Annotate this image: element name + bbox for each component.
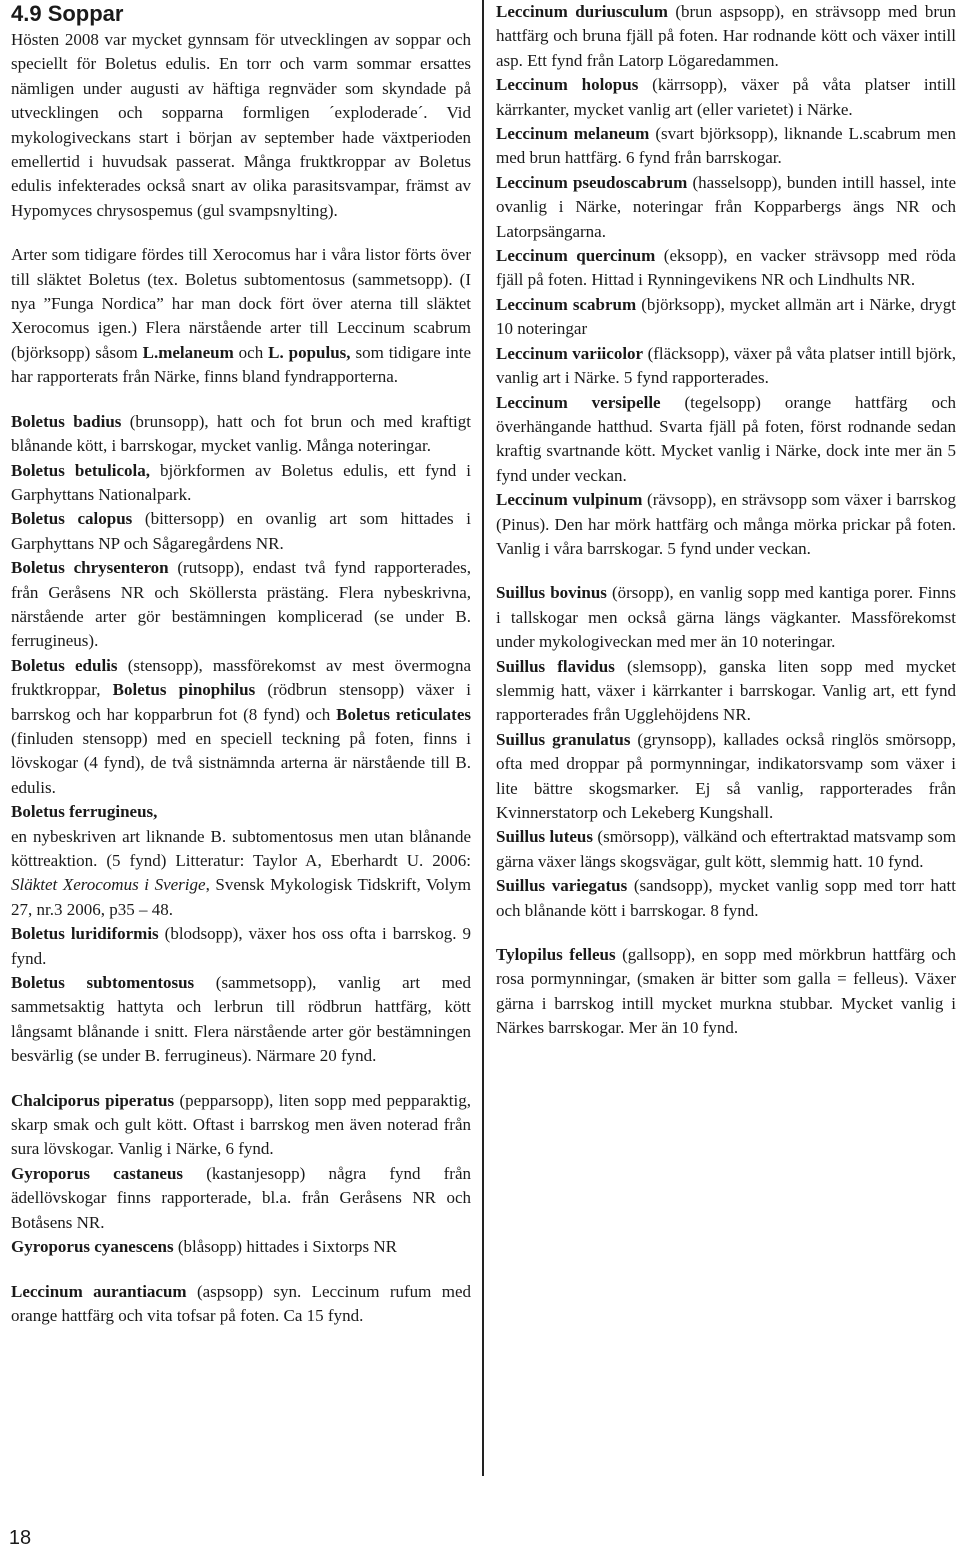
species-name: Suillus granulatus <box>496 729 631 749</box>
species-name: Boletus pinophilus <box>112 680 256 700</box>
species-description: (svart björksopp), liknande L.scabrum men med brun hattfärg. 6 fynd från barrskogar. <box>496 124 956 168</box>
species-name: Suillus bovinus <box>496 583 607 603</box>
species-name: Boletus chrysenteron <box>11 558 169 578</box>
species-name: Leccinum melaneum <box>496 124 650 144</box>
species-description: , Svensk Mykologisk Tidskrift, Volym 27, nr.3 2006, p35 – 48. <box>11 875 471 919</box>
species-description: björkformen av Boletus edulis, ett fynd i Garphyttans Nationalpark. <box>11 460 471 504</box>
species-description: (aspsopp) syn. Leccinum rufum med orange hattfärg och vita tofsar på foten. Ca 15 fynd. <box>11 1281 471 1325</box>
species-description: (brun aspsopp), en strävsopp med brun hattfärg och bruna fjäll på foten. Har rodnande kött och växer intill asp. Ett fynd från Latorp Lögaredammen. <box>496 2 956 70</box>
column-divider <box>482 0 484 1476</box>
species-description: (fläcksopp), växer på våta platser intill björk, vanlig art i Närke. 5 fynd rapporterades. <box>496 343 957 388</box>
species-entry <box>11 556 471 654</box>
species-entry <box>11 922 471 971</box>
species-description: (tegelsopp) orange hattfärg och överhängande hatthud. Svarta fjäll på foten, först rodnande sedan kraftig svartnande kött. Mycket vanlig i Närke, dock inte mer än 5 fynd under veckan. <box>496 392 956 485</box>
species-name: Boletus betulicola, <box>11 460 150 480</box>
species-entry <box>496 488 956 561</box>
species-name: Boletus reticulates <box>336 704 471 724</box>
species-description: (slemsopp), ganska liten sopp med mycket slemmig hatt, växer i kärrkanter i barrskogar. Vanlig art, ett fynd rapporterades från Ugglehöjdens NR. <box>496 656 957 725</box>
species-entry-boletus-ferrugineus <box>11 800 471 922</box>
species-description: (pepparsopp), liten sopp med pepparaktig, skarp smak och gult kött. Oftast i barrskog men även noterad från sura lövskogar. Vanlig i Närke, 6 fynd. <box>11 1090 471 1159</box>
species-entry <box>496 655 956 728</box>
right-column <box>496 0 956 1041</box>
species-description: (sandsopp), mycket vanlig sopp med torr hatt och blånande kött i barrskogar. 8 fynd. <box>496 876 956 920</box>
species-name: Boletus badius <box>11 411 122 431</box>
species-entry <box>11 507 471 556</box>
species-entry <box>496 391 956 489</box>
species-list-boletus-2 <box>11 922 471 1068</box>
intro-text: Arter som tidigare fördes till Xerocomus har i våra listor förts över till släktet Boletus (tex. Boletus subtomentosus (sammetsopp). (I nya ”Funga Nordica” har man dock fört över aterna till släktet Xerocomus igen.) Flera närstående arter till Leccinum scabrum (björksopp) såsom <box>11 245 471 362</box>
species-description: (eksopp), en vacker strävsopp med röda fjäll på foten. Hittad i Rynningevikens NR och Lindhults NR. <box>496 246 956 290</box>
species-entry <box>496 0 956 73</box>
species-description: (smörsopp), välkänd och eftertraktad matsvamp som gärna växer längs skogsvägar, gult kött, slemmig hatt. 10 fynd. <box>496 827 956 871</box>
species-name: Leccinum pseudoscabrum <box>496 172 688 192</box>
species-entry-boletus-edulis <box>11 654 471 800</box>
intro-paragraph-1: Hösten 2008 var mycket gynnsam för utvecklingen av soppar och speciellt för Boletus edulis. En torr och varm sommar ersattes nämligen under augusti av häftiga regnväder som skyndade på utvecklingen och sopparna formligen ´exploderade´. Vid mykologiveckans start i början av september hade växtperioden emellertid i huvudsak passerat. Många fruktkroppar av Boletus edulis infekterades också snart av olika parasitsvampar, främst av Hypomyces chrysospemus (gul svampsnylting). <box>11 30 471 220</box>
species-entry <box>496 943 956 1041</box>
species-description: (stensopp), massförekomst av mest övermogna fruktkroppar, <box>11 655 471 700</box>
species-name: Leccinum aurantiacum <box>11 1281 187 1301</box>
species-description: (rutsopp), endast två fynd rapporterades, från Geråsens NR och Sköllersta prästäng. Flera nybeskrivna, närstående arter gör bestämningen komplicerad (se under B. ferrugineus). <box>11 558 471 651</box>
species-list-tylopilus <box>496 943 956 1041</box>
species-description: (brunsopp), hatt och fot brun och med kraftigt blånande kött, i barrskogar, mycket vanlig. Många noteringar. <box>11 411 471 456</box>
species-name: L. populus, <box>268 342 351 362</box>
species-description: en nybeskriven art liknande B. subtomentosus men utan blånande köttreaktion. (5 fynd) Litteratur: Taylor A, Eberhardt U. 2006: <box>11 826 471 870</box>
species-description: (sammetsopp), vanlig art med sammetsaktig hattyta och lerbrun till rödbrun hattfärg, kött långsamt blånande i snitt. Flera närstående arter gör bestämningen besvärlig (se under B. ferrugineus). Närmare 20 fynd. <box>11 973 471 1066</box>
species-name: Suillus flavidus <box>496 656 615 676</box>
section-title: 4.9 Soppar <box>11 1 124 26</box>
species-name: Gyroporus cyanescens <box>11 1237 174 1257</box>
species-entry <box>11 1235 471 1259</box>
species-name: Leccinum variicolor <box>496 343 644 363</box>
species-entry <box>496 874 956 923</box>
species-name: L.melaneum <box>142 342 234 362</box>
species-name: Leccinum vulpinum <box>496 490 643 510</box>
species-entry <box>496 825 956 874</box>
species-name: Chalciporus piperatus <box>11 1090 175 1110</box>
species-description: (kastanjesopp) några fynd från ädellövskogar finns rapporterade, bl.a. från Geråsens NR och Botåsens NR. <box>11 1163 471 1232</box>
species-description: (bittersopp) en ovanlig art som hittades i Garphyttans NP och Sågaregårdens NR. <box>11 509 471 553</box>
species-description: (rödbrun stensopp) växer i barrskog och har kopparbrun fot (8 fynd) och <box>11 680 471 724</box>
species-description: (blodsopp), växer hos oss ofta i barrskog. 9 fynd. <box>11 924 471 968</box>
species-entry <box>496 73 956 122</box>
species-description: (blåsopp) hittades i Sixtorps NR <box>173 1237 397 1257</box>
species-description: (hasselsopp), bunden intill hassel, inte ovanlig i Närke, noteringar från Kopparbergs ängs NR och Latorpsängarna. <box>496 172 956 241</box>
species-name: Boletus subtomentosus <box>11 973 195 993</box>
intro-text: och <box>233 342 269 362</box>
species-description: (björksopp), mycket allmän art i Närke, drygt 10 noteringar <box>496 294 957 339</box>
species-description: (örsopp), en vanlig sopp med kantiga porer. Finns i tallskogar men också gärna längs vägkanter. Massförekomst under mykologiveckan med mer än 10 noteringar. <box>496 583 957 652</box>
species-name: Leccinum duriusculum <box>496 2 668 21</box>
species-list-suillus <box>496 581 956 923</box>
species-name: Leccinum quercinum <box>496 246 656 266</box>
species-name: Gyroporus castaneus <box>11 1163 184 1183</box>
species-name: Tylopilus felleus <box>496 945 616 965</box>
species-description: (grynsopp), kallades också ringlös smörsopp, ofta med droppar på pormynningar, indikatorsvamp som växer i lite bättre skogsmarker. Ej så vanlig, rapporterades från Kvinnerstatorp och Lekeberg Kungshall. <box>496 729 957 822</box>
species-list-boletus <box>11 410 471 654</box>
species-entry <box>496 342 956 391</box>
species-name: Suillus variegatus <box>496 876 628 896</box>
intro-paragraph-2 <box>11 243 471 389</box>
species-entry <box>11 971 471 1069</box>
species-name: Boletus luridiformis <box>11 924 159 944</box>
literature-title: Släktet Xerocomus i Sverige <box>11 875 206 895</box>
species-name: Boletus ferrugineus, <box>11 802 158 822</box>
species-description: (gallsopp), en sopp med mörkbrun hattfärg och rosa pormynningar, (smaken är bitter som galla = felleus). Växer gärna i barrskog intill mycket murkna stubbar. Mycket vanlig i Närkes barrskogar. Mer än 10 fynd. <box>496 945 956 1038</box>
species-name: Boletus calopus <box>11 509 133 529</box>
species-list-leccinum <box>496 0 956 561</box>
species-entry <box>496 728 956 826</box>
species-name: Leccinum scabrum <box>496 294 637 314</box>
species-list-other <box>11 1089 471 1260</box>
species-description: (kärrsopp), växer på våta platser intill kärrkanter, mycket vanlig art (eller varietet) i Närke. <box>496 75 956 119</box>
species-name: Leccinum versipelle <box>496 392 661 412</box>
species-entry <box>496 122 956 171</box>
species-entry <box>496 171 956 244</box>
species-name: Boletus edulis <box>11 655 118 675</box>
species-name: Leccinum holopus <box>496 75 639 95</box>
left-column <box>11 0 471 1328</box>
species-entry <box>496 244 956 293</box>
species-entry <box>11 410 471 459</box>
species-entry <box>11 459 471 508</box>
intro-text: som tidigare inte har rapporterats från Närke, finns bland fyndrapporterna. <box>11 342 472 387</box>
page-number: 18 <box>8 1527 32 1549</box>
species-entry <box>11 1280 471 1329</box>
species-entry <box>496 581 956 654</box>
species-description: (finluden stensopp) med en speciell teckning på foten, finns i lövskogar (4 fynd), de två sistnämnda arterna är närstående till B. edulis. <box>11 728 471 797</box>
species-entry <box>496 293 956 342</box>
species-description: (rävsopp), en strävsopp som växer i barrskog (Pinus). Den har mörk hattfärg och många mörka prickar på foten. Vanlig i våra barrskogar. 5 fynd under veckan. <box>496 490 956 558</box>
species-entry <box>11 1089 471 1162</box>
species-entry <box>11 1162 471 1235</box>
species-list-leccinum-start <box>11 1280 471 1329</box>
species-name: Suillus luteus <box>496 827 594 847</box>
